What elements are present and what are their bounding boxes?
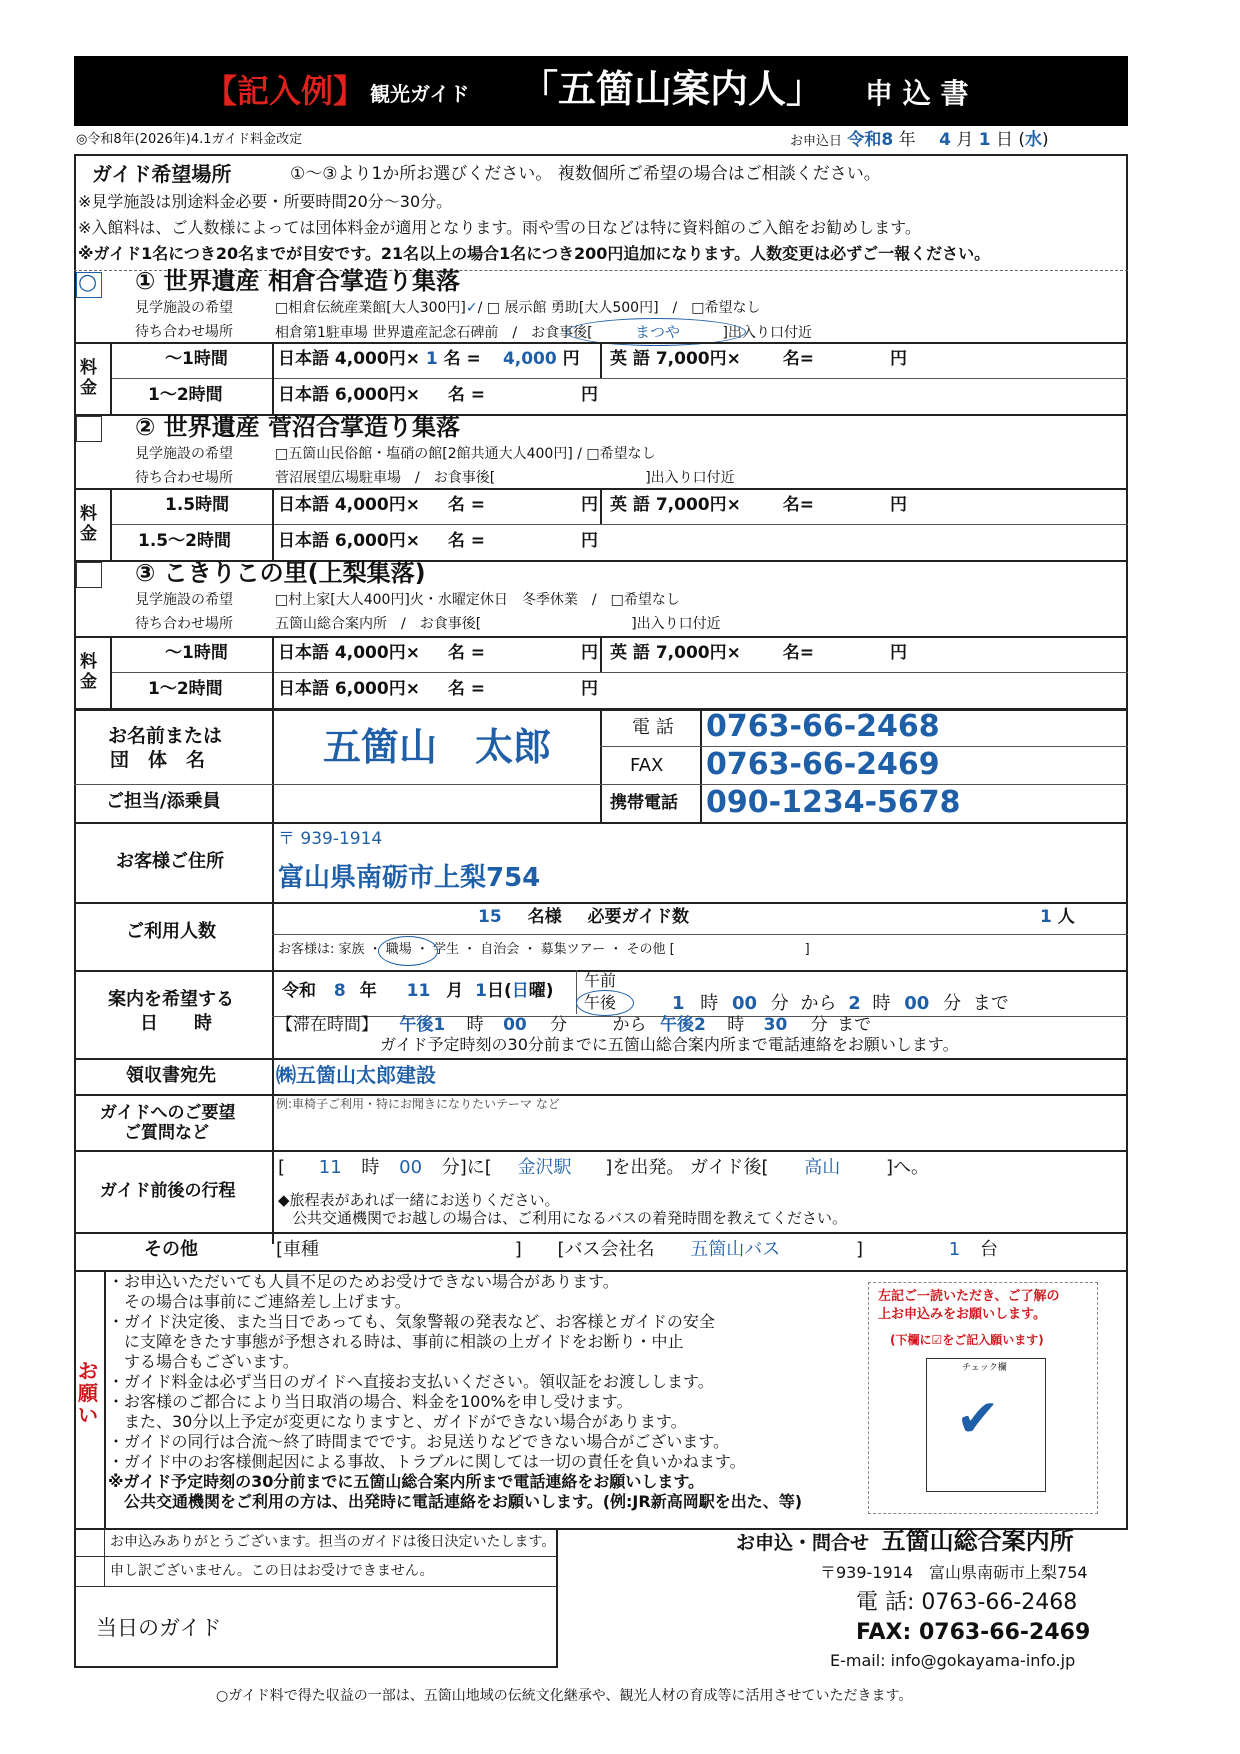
schedule-note: ガイド予定時刻の30分前までに五箇山総合案内所まで電話連絡をお願いします。 — [380, 1035, 959, 1054]
office-email[interactable]: E-mail: info@gokayama-info.jp — [830, 1651, 1076, 1670]
schedule-from-hour[interactable]: 1 — [672, 993, 685, 1014]
itinerary-line — [278, 1158, 929, 1179]
am-option[interactable]: 午前 — [584, 971, 617, 990]
guide-note-3: ※ガイド1名につき20名までが目安です。21名以上の場合1名につき200円追加になります。人数変更は必ずご一報ください。 — [78, 244, 991, 263]
applicant-label-col — [272, 708, 274, 1244]
request-placeholder[interactable]: 例:車椅子ご利用・特にお聞きになりたいテーマ など — [276, 1097, 560, 1111]
schedule-to-minute-unit: 分 — [943, 993, 962, 1014]
receipt-label: 領収書宛先 — [126, 1065, 216, 1086]
course-3-row-1-jp-unit: 名 = — [447, 643, 486, 663]
guides-label: 必要ガイド数 — [587, 907, 690, 927]
course-3-row-2-time: 1〜2時間 — [148, 679, 223, 699]
course-3-fee-vsep-c — [600, 636, 602, 672]
schedule-year-unit: 年 — [359, 981, 377, 1001]
phone-row-sep-2 — [74, 784, 1128, 785]
course-1-row-2-jp-price: 日本語 6,000円× — [278, 385, 420, 405]
course-3-meet-label: 待ち合わせ場所 — [135, 616, 233, 632]
confirm-text-3: (下欄に☑をご記入願います) — [890, 1333, 1044, 1347]
course-2-row-1-time: 1.5時間 — [165, 495, 230, 515]
other-label: その他 — [144, 1239, 198, 1260]
tel-label: 電 話 — [632, 717, 674, 738]
bus-company[interactable]: 五箇山バス — [690, 1239, 781, 1260]
itinerary-to[interactable]: 高山 — [804, 1157, 841, 1178]
course-1-row-1-en — [610, 350, 907, 370]
course-3-title: ③ こきりこの里(上梨集落) — [135, 559, 426, 587]
stay-label: 【滞在時間】 — [276, 1015, 378, 1035]
course-2-row-2-time: 1.5〜2時間 — [138, 531, 231, 551]
guide-place-heading: ガイド希望場所 — [92, 162, 232, 186]
course-1-facility-1[interactable]: □相倉伝統産業館[大人300円] — [275, 300, 466, 316]
course-2-row-1-en-price: 英 語 7,000円× — [610, 495, 741, 515]
course-3-fee-mid — [110, 672, 1128, 673]
date-month-unit: 月 — [956, 130, 974, 150]
stay-to-minute-unit: 分 — [810, 1015, 828, 1035]
date-era[interactable]: 令和8 — [847, 130, 894, 150]
itinerary-minute-unit: 分]に[ — [441, 1157, 492, 1178]
course-3-row-1-time: 〜1時間 — [165, 643, 228, 663]
schedule-year[interactable]: 8 — [333, 981, 346, 1001]
course-1-row-2-jp-unit: 名 = — [447, 385, 486, 405]
course-3-fee-vsep-a — [110, 636, 112, 708]
schedule-label-1: 案内を希望する — [108, 989, 234, 1010]
course-2-row-2-jp-price: 日本語 6,000円× — [278, 531, 420, 551]
course-3-row-1-yen: 円 — [580, 643, 598, 663]
course-1-meet-end: ]出入り口付近 — [722, 325, 813, 341]
itinerary-label: ガイド前後の行程 — [100, 1181, 236, 1201]
car-close[interactable]: ] — [514, 1239, 522, 1260]
stay-kara: から — [612, 1015, 647, 1035]
weekday-open: ( — [1018, 130, 1026, 150]
schedule-kara: から — [800, 993, 837, 1014]
course-1-meet-text: 相倉第1駐車場 世界遺産記念石碑前 / お食事後[ — [275, 325, 593, 341]
staff-label: ご担当/添乗員 — [106, 791, 221, 812]
office-name: 五箇山総合案内所 — [881, 1527, 1074, 1555]
request-line: ・ガイド決定後、また当日であっても、気象警報の発表など、お客様とガイドの安全 — [108, 1312, 715, 1331]
guide-place-instruction: ①〜③より1か所お選びください。 複数個所ご希望の場合はご相談ください。 — [290, 164, 881, 184]
course-2-fee-vsep-c — [600, 488, 602, 524]
request-label-1: ガイドへのご要望 — [100, 1103, 236, 1123]
course-1-facility-check: ✓ — [465, 300, 478, 316]
course-3-checkbox[interactable] — [76, 562, 102, 588]
course-3-fee-vsep-b — [272, 636, 274, 708]
pm-option[interactable]: 午後 — [584, 993, 617, 1012]
course-2-row-1-jp-price: 日本語 4,000円× — [278, 495, 420, 515]
course-1-row-2-jp — [278, 386, 598, 406]
course-2-facility-label: 見学施設の希望 — [135, 446, 233, 462]
course-2-row-1-jp-unit: 名 = — [447, 495, 486, 515]
date-day-unit: 日 — [995, 130, 1013, 150]
course-1-row-1-yen: 円 — [562, 349, 580, 369]
requests-side-label: お願い — [78, 1359, 98, 1427]
course-3-row-2-jp-price: 日本語 6,000円× — [278, 679, 420, 699]
schedule-weekday-unit: 曜) — [528, 981, 554, 1001]
guides-count[interactable]: 1 — [1040, 907, 1052, 927]
course-3-row-1-en-unit: 名= — [782, 643, 815, 663]
course-1-row-1-jp-total[interactable]: 4,000 — [502, 349, 557, 369]
request-row-bottom — [74, 1150, 1128, 1152]
course-3-row-1-jp-price: 日本語 4,000円× — [278, 643, 420, 663]
course-2-fee-label: 料金 — [80, 504, 97, 545]
course-2-row-2-jp — [278, 532, 598, 552]
request-bold-line: 公共交通機関をご利用の方は、出発時に電話連絡をお願いします。(例:JR新高岡駅を出た、等) — [108, 1492, 803, 1511]
office-address: 〒939-1914 富山県南砺市上梨754 — [820, 1563, 1088, 1582]
stay-time — [276, 1016, 871, 1036]
weekday-close: ) — [1042, 130, 1049, 150]
request-line: ・ガイド中のお客様側起因による事故、トラブルに関しては一切の責任を負いかねます。 — [108, 1452, 746, 1471]
guides-unit: 人 — [1057, 907, 1075, 927]
date-weekday[interactable]: 水 — [1025, 130, 1043, 150]
request-line: に支障をきたす事態が予想される時は、事前に相談の上ガイドをお断り・中止 — [108, 1332, 684, 1351]
schedule-to-hour-unit: 時 — [872, 993, 891, 1014]
name-label-2: 団 体 名 — [110, 749, 206, 771]
course-3-row-1-en-price: 英 語 7,000円× — [610, 643, 741, 663]
course-3-row-1-en — [610, 644, 907, 664]
course-1-row-1-en-price: 英 語 7,000円× — [610, 349, 741, 369]
itinerary-hour-unit: 時 — [361, 1157, 380, 1178]
mobile-label: 携帯電話 — [610, 793, 678, 813]
fax-value[interactable]: 0763-66-2469 — [706, 747, 940, 782]
form-title-suffix: 申 込 書 — [865, 77, 969, 110]
course-2-meet — [275, 470, 735, 486]
application-date — [790, 131, 1049, 151]
schedule-month-unit: 月 — [446, 981, 464, 1001]
footer-note: ○ガイド料で得た収益の一部は、五箇山地域の伝統文化継承や、観光人材の育成等に活用させていただきます。 — [216, 1688, 913, 1704]
course-1-fee-vsep-b — [272, 342, 274, 414]
course-3-facility[interactable]: □村上家[大人400円]火・水曜定休日 冬季休業 / □希望なし — [275, 592, 680, 608]
request-line: ・ガイド料金は必ず当日のガイドへ直接お支払いください。領収証をお渡しします。 — [108, 1372, 714, 1391]
contact-label-text: お申込・問合せ — [736, 1532, 870, 1554]
course-3-meet-end: ]出入り口付近 — [631, 616, 721, 632]
applicant-name[interactable]: 五箇山 太郎 — [323, 725, 552, 769]
course-1-title: ① 世界遺産 相倉合掌造り集落 — [135, 267, 461, 295]
course-3-facility-label: 見学施設の希望 — [135, 592, 233, 608]
course-2-title: ② 世界遺産 菅沼合掌造り集落 — [135, 413, 461, 441]
stay-to-hour[interactable]: 午後2 — [659, 1015, 706, 1035]
course-1-row-1-jp-unit: 名 = — [443, 349, 481, 369]
course-1-facility — [275, 300, 761, 316]
course-3-row-2-yen: 円 — [580, 679, 598, 699]
course-3-row-2-jp-unit: 名 = — [447, 679, 486, 699]
sub-label: 観光ガイド — [370, 82, 470, 106]
course-3-meet — [275, 616, 721, 632]
confirm-text-1: 左記ご一読いただき、ご了解の — [878, 1289, 1060, 1304]
schedule-to-hour[interactable]: 2 — [848, 993, 861, 1014]
stay-from-minute-unit: 分 — [550, 1015, 568, 1035]
request-line: その場合は事前にご連絡差し上げます。 — [108, 1292, 411, 1311]
course-1-row-1-en-yen: 円 — [889, 349, 907, 369]
revision-note: ◎令和8年(2026年)4.1ガイド料金改定 — [76, 132, 303, 147]
itinerary-close: ]へ。 — [886, 1157, 930, 1178]
date-day[interactable]: 1 — [978, 130, 991, 150]
schedule-from-hour-unit: 時 — [700, 993, 719, 1014]
course-3-fee-label: 料金 — [80, 652, 97, 693]
pm-circle — [576, 990, 634, 1016]
customer-type-circle — [378, 936, 438, 966]
course-1-fee-mid — [110, 378, 1128, 379]
itinerary-open: [ — [278, 1157, 286, 1178]
itinerary-note-2: 公共交通機関でお越しの場合は、ご利用になるバスの着発時間を教えてください。 — [292, 1209, 848, 1227]
course-3-row-1-jp — [278, 644, 598, 664]
schedule-to-minute[interactable]: 00 — [904, 993, 930, 1014]
stay-from-minute[interactable]: 00 — [503, 1015, 527, 1035]
course-1-meet-label: 待ち合わせ場所 — [135, 324, 233, 340]
usage-count-unit: 名様 — [527, 907, 562, 927]
course-1-fee-label: 料金 — [80, 358, 97, 399]
address-value[interactable]: 富山県南砺市上梨754 — [278, 863, 541, 893]
receipt-value[interactable]: ㈱五箇山太郎建設 — [276, 1063, 436, 1087]
check-label: チェック欄 — [962, 1363, 1007, 1373]
course-1-meet-fill[interactable]: まつや — [635, 323, 681, 341]
itinerary-note-1: ◆旅程表があれば一緒にお送りください。 — [278, 1191, 560, 1209]
course-2-meet-end: ]出入り口付近 — [645, 470, 735, 486]
confirm-text-2: 上お申込みをお願いします。 — [878, 1307, 1046, 1322]
office-row-sep-2 — [74, 1586, 558, 1587]
course-1-row-1-time: 〜1時間 — [165, 349, 228, 369]
receipt-row-bottom — [74, 1094, 1128, 1096]
office-tel: 電 話: 0763-66-2468 — [856, 1590, 1078, 1615]
postal-code[interactable]: 〒 939-1914 — [278, 829, 383, 849]
course-2-checkbox[interactable] — [76, 416, 102, 442]
mobile-value[interactable]: 090-1234-5678 — [706, 785, 961, 820]
itinerary-row-bottom — [74, 1232, 1128, 1234]
schedule-from-minute-unit: 分 — [770, 993, 789, 1014]
request-line: ・ガイドの同行は合流〜終了時間までです。お見送りなどできない場合がございます。 — [108, 1432, 729, 1451]
guide-of-day-label: 当日のガイド — [96, 1616, 222, 1640]
schedule-day[interactable]: 1 — [475, 981, 487, 1001]
fax-label: FAX — [630, 755, 664, 776]
guides-count-row — [1040, 908, 1075, 928]
course-2-fee-mid — [110, 524, 1128, 525]
course-2-facility[interactable]: □五箇山民俗館・塩硝の館[2館共通大人400円] / □希望なし — [275, 446, 656, 462]
schedule-era: 令和 — [282, 981, 316, 1001]
schedule-from-minute[interactable]: 00 — [732, 993, 758, 1014]
schedule-date — [282, 982, 554, 1002]
course-2-row-1-en-unit: 名= — [782, 495, 815, 515]
office-row-sep-1 — [74, 1556, 558, 1557]
tel-value[interactable]: 0763-66-2468 — [706, 709, 940, 744]
date-year-unit: 年 — [898, 130, 916, 150]
itinerary-minute[interactable]: 00 — [399, 1157, 423, 1178]
staff-row-bottom — [74, 822, 1128, 824]
address-label: お客様ご住所 — [116, 851, 224, 872]
usage-count-row — [478, 908, 689, 928]
course-3-meet-text: 五箇山総合案内所 / お食事後[ — [275, 616, 482, 632]
usage-count[interactable]: 15 — [478, 907, 502, 927]
course-2-row-1-en — [610, 496, 907, 516]
itinerary-depart: ]を出発。 ガイド後[ — [605, 1157, 769, 1178]
schedule-made: まで — [972, 993, 1009, 1014]
course-2-fee-vsep-b — [272, 488, 274, 560]
course-2-row-2-yen: 円 — [580, 531, 598, 551]
stay-from-hour[interactable]: 午後1 — [399, 1015, 446, 1035]
office-check-col — [104, 1528, 105, 1586]
phone-label-col-left — [600, 708, 602, 822]
course-1-row-1-jp-price: 日本語 4,000円× — [278, 349, 420, 369]
schedule-weekday[interactable]: 日 — [511, 981, 529, 1001]
course-2-row-1-yen: 円 — [580, 495, 598, 515]
stay-to-hour-unit: 時 — [727, 1015, 745, 1035]
bus-count[interactable]: 1 — [948, 1239, 961, 1260]
course-2-row-1-jp — [278, 496, 598, 516]
schedule-day-unit: 日( — [486, 981, 512, 1001]
course-3-row-2-jp — [278, 680, 598, 700]
usage-label: ご利用人数 — [126, 921, 216, 942]
car-label: [車種 — [276, 1239, 320, 1260]
other-line — [276, 1240, 998, 1261]
example-label: 【記入例】 — [205, 72, 366, 110]
course-3-row-1-en-yen: 円 — [889, 643, 907, 663]
schedule-month[interactable]: 11 — [406, 981, 431, 1001]
request-line: する場合もございます。 — [108, 1352, 299, 1371]
request-bold-line: ※ガイド予定時刻の30分前までに五箇山総合案内所まで電話連絡をお願いします。 — [108, 1472, 705, 1491]
phone-label-col-right — [700, 708, 702, 822]
name-label-1: お名前または — [108, 725, 223, 747]
stay-made: まで — [837, 1015, 872, 1035]
course-1-row-2-time: 1〜2時間 — [148, 385, 223, 405]
customer-type[interactable]: お客様は: 家族 ・ 職場 ・ 学生 ・ 自治会 ・ 募集ツアー ・ その他 [ ] — [278, 942, 810, 957]
course-1-fee-vsep-a — [110, 342, 112, 414]
requests-list — [108, 1272, 802, 1512]
bus-close: ] — [856, 1239, 864, 1260]
guide-note-2: ※入館料は、ご人数様によっては団体料金が適用となります。雨や雪の日などは特に資料館のご入館をお勧めします。 — [78, 218, 921, 237]
schedule-label-2: 日 時 — [140, 1013, 212, 1034]
date-label: お申込日 — [790, 134, 843, 149]
course-1-row-1-en-unit: 名= — [782, 349, 815, 369]
form-title: 「五箇山案内人」 — [520, 67, 825, 111]
request-line: また、30分以上予定が変更になりますと、ガイドができない場合があります。 — [108, 1412, 687, 1431]
course-1-check: ○ — [78, 270, 98, 295]
course-1-row-2-yen: 円 — [580, 385, 598, 405]
date-month[interactable]: 4 — [939, 130, 951, 150]
bus-unit: 台 — [979, 1239, 998, 1260]
course-2-row-1-en-yen: 円 — [889, 495, 907, 515]
course-1-fee-vsep-c — [600, 342, 602, 378]
usage-row-mid — [272, 934, 1128, 935]
request-label-2: ご質問など — [124, 1123, 209, 1143]
bus-label: [バス会社名 — [557, 1239, 655, 1260]
request-line: ・お申込いただいても人員不足のためお受けできない場合があります。 — [108, 1272, 619, 1291]
requests-side-col — [104, 1270, 106, 1530]
stay-to-minute[interactable]: 30 — [763, 1015, 788, 1035]
course-1-facility-2[interactable]: / □ 展示館 勇助[大人500円] / □希望なし — [477, 300, 761, 316]
schedule-time — [672, 994, 1009, 1015]
office-reply-2[interactable]: 申し訳ございません。この日はお受けできません。 — [110, 1563, 434, 1579]
contact-label — [736, 1528, 1074, 1556]
address-row-bottom — [74, 902, 1128, 904]
course-2-row-2-jp-unit: 名 = — [447, 531, 486, 551]
course-1-row-1-jp — [278, 350, 580, 370]
course-2-meet-label: 待ち合わせ場所 — [135, 470, 233, 486]
schedule-row-bottom — [74, 1058, 1128, 1060]
check-mark: ✔ — [956, 1389, 1000, 1449]
request-line: ・お客様のご都合により当日取消の場合、料金を100%を申し受けます。 — [108, 1392, 633, 1411]
office-fax: FAX: 0763-66-2469 — [856, 1620, 1091, 1645]
itinerary-hour[interactable]: 11 — [318, 1157, 342, 1178]
course-1-row-1-jp-count[interactable]: 1 — [425, 349, 438, 369]
course-2-meet-text: 菅沼展望広場駐車場 / お食事後[ — [275, 470, 496, 486]
itinerary-from[interactable]: 金沢駅 — [517, 1157, 572, 1178]
stay-from-hour-unit: 時 — [466, 1015, 484, 1035]
office-reply-1[interactable]: お申込みありがとうございます。担当のガイドは後日決定いたします。 — [110, 1534, 556, 1550]
course-2-fee-vsep-a — [110, 488, 112, 560]
course-1-facility-label: 見学施設の希望 — [135, 300, 233, 316]
guide-note-1: ※見学施設は別途料金必要・所要時間20分〜30分。 — [78, 192, 453, 211]
